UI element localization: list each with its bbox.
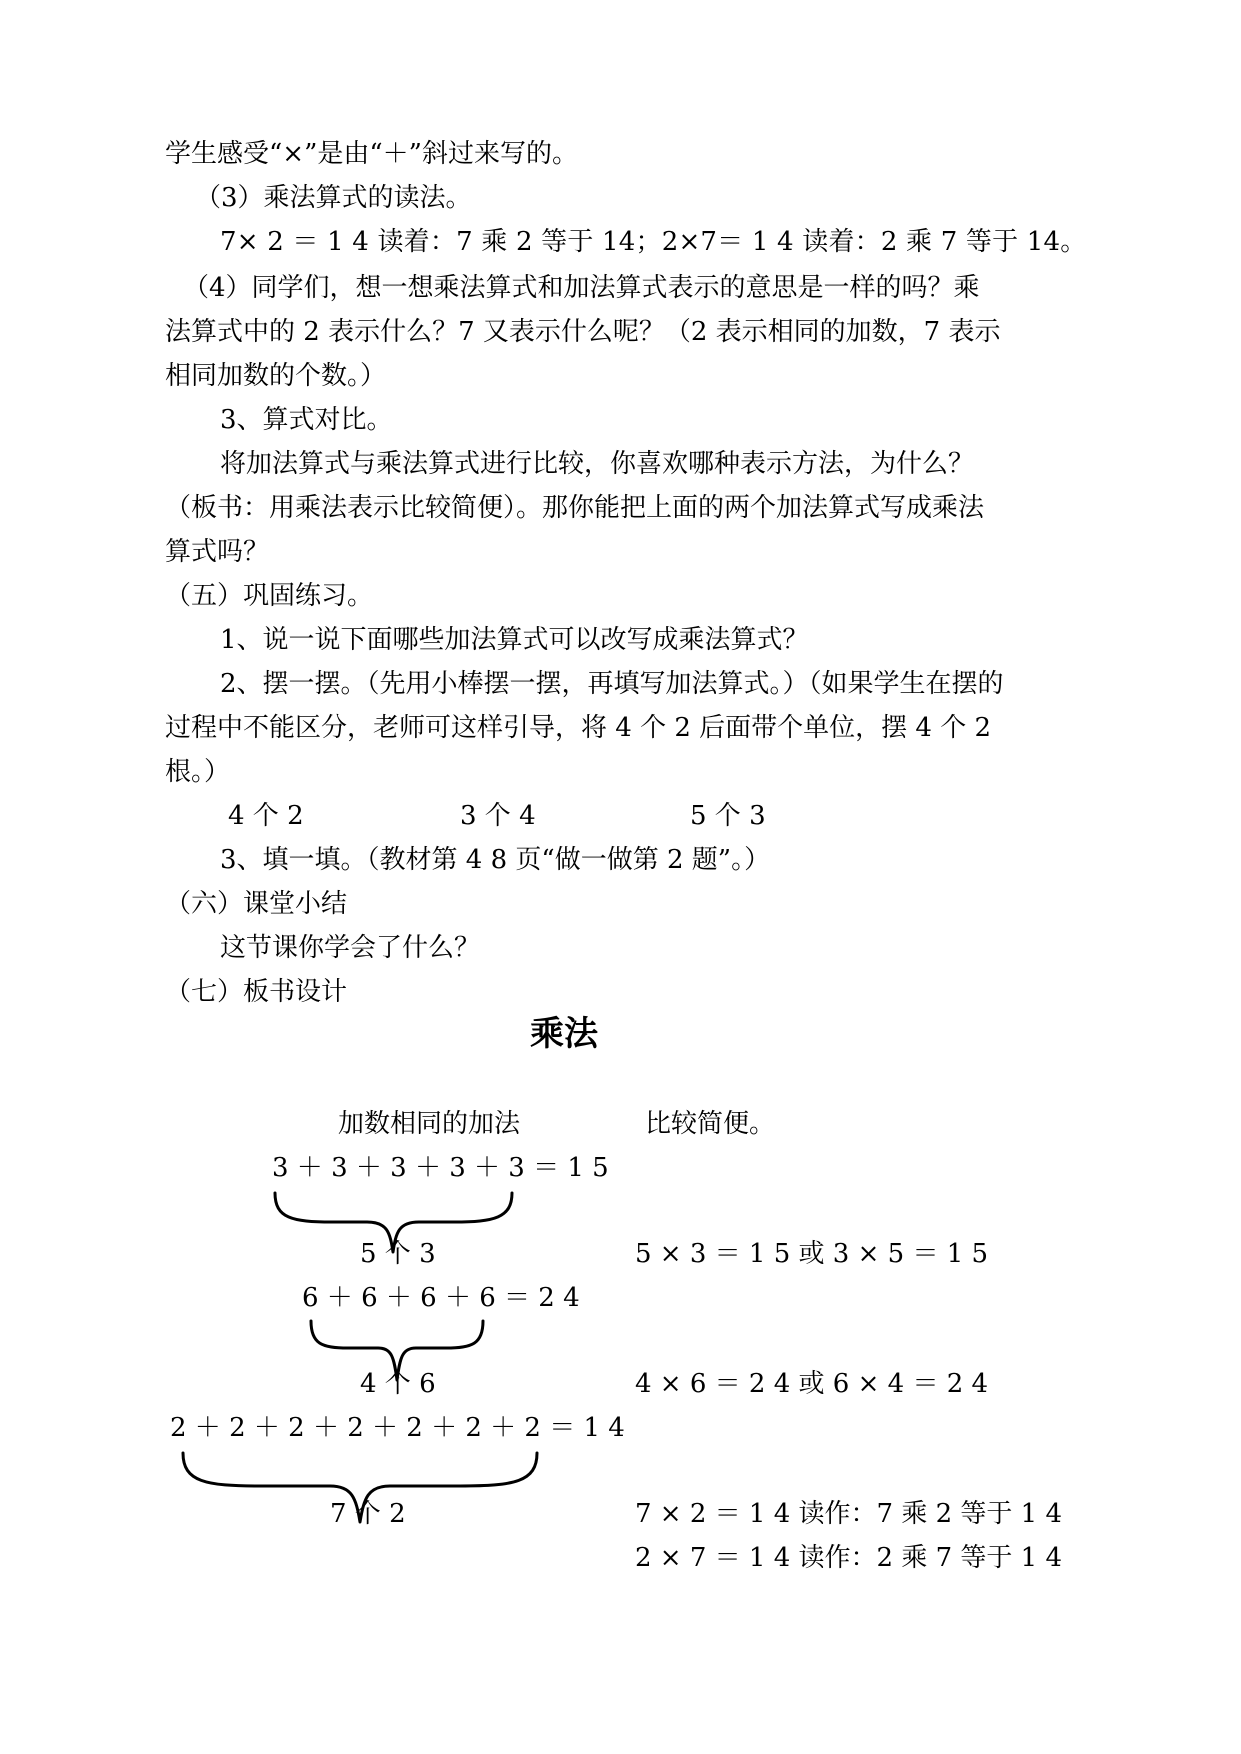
- section-heading: （六）课堂小结: [165, 889, 348, 919]
- board-right-heading: 比较简便。: [645, 1109, 776, 1139]
- subsection-heading: （3）乘法算式的读法。: [195, 183, 472, 213]
- text-line: 7× 2 ＝ 1 4 读着：7 乘 2 等于 14；2×7＝ 1 4 读着：2 乘 7 等于 14。: [220, 227, 1087, 257]
- text-line: 法算式中的 2 表示什么？7 又表示什么呢？（2 表示相同的加数，7 表示: [165, 317, 1001, 347]
- text-line: 过程中不能区分，老师可这样引导，将 4 个 2 后面带个单位，摆 4 个 2: [165, 713, 992, 743]
- addition-expression: 6 ＋ 6 ＋ 6 ＋ 6 ＝ 2 4: [302, 1283, 580, 1313]
- multiplication-expression: 2 × 7 ＝ 1 4 读作：2 乘 7 等于 1 4: [635, 1543, 1063, 1573]
- board-title: 乘法: [530, 1014, 598, 1054]
- text-line: 2、摆一摆。（先用小棒摆一摆，再填写加法算式。）（如果学生在摆的: [220, 669, 1004, 699]
- text-line: 3、填一填。（教材第 4 8 页“做一做第 2 题”。）: [220, 845, 771, 875]
- exercise-item: 4 个 2: [228, 801, 304, 831]
- text-line: （4）同学们，想一想乘法算式和加法算式表示的意思是一样的吗？乘: [183, 273, 980, 303]
- board-left-heading: 加数相同的加法: [338, 1109, 521, 1139]
- text-line: 相同加数的个数。）: [165, 361, 387, 391]
- text-line: （板书：用乘法表示比较简便）。那你能把上面的两个加法算式写成乘法: [165, 493, 985, 523]
- group-label: 5 个 3: [360, 1239, 436, 1269]
- section-heading: （七）板书设计: [165, 977, 348, 1007]
- subsection-heading: 3、算式对比。: [220, 405, 393, 435]
- section-heading: （五）巩固练习。: [165, 581, 374, 611]
- text-line: 将加法算式与乘法算式进行比较，你喜欢哪种表示方法，为什么？: [220, 449, 975, 479]
- text-line: 学生感受“×”是由“＋”斜过来写的。: [165, 139, 578, 169]
- multiplication-expression: 5 × 3 ＝ 1 5 或 3 × 5 ＝ 1 5: [635, 1239, 989, 1269]
- exercise-item: 3 个 4: [460, 801, 536, 831]
- text-line: 根。）: [165, 757, 231, 787]
- text-line: 1、说一说下面哪些加法算式可以改写成乘法算式？: [220, 625, 809, 655]
- exercise-item: 5 个 3: [690, 801, 766, 831]
- group-label: 7 个 2: [330, 1499, 406, 1529]
- group-label: 4 个 6: [360, 1369, 436, 1399]
- addition-expression: 3 ＋ 3 ＋ 3 ＋ 3 ＋ 3 ＝ 1 5: [272, 1153, 609, 1183]
- multiplication-expression: 7 × 2 ＝ 1 4 读作：7 乘 2 等于 1 4: [635, 1499, 1063, 1529]
- text-line: 算式吗？: [165, 537, 270, 567]
- multiplication-expression: 4 × 6 ＝ 2 4 或 6 × 4 ＝ 2 4: [635, 1369, 989, 1399]
- text-line: 这节课你学会了什么？: [220, 933, 481, 963]
- addition-expression: 2 ＋ 2 ＋ 2 ＋ 2 ＋ 2 ＋ 2 ＋ 2 ＝ 1 4: [170, 1413, 625, 1443]
